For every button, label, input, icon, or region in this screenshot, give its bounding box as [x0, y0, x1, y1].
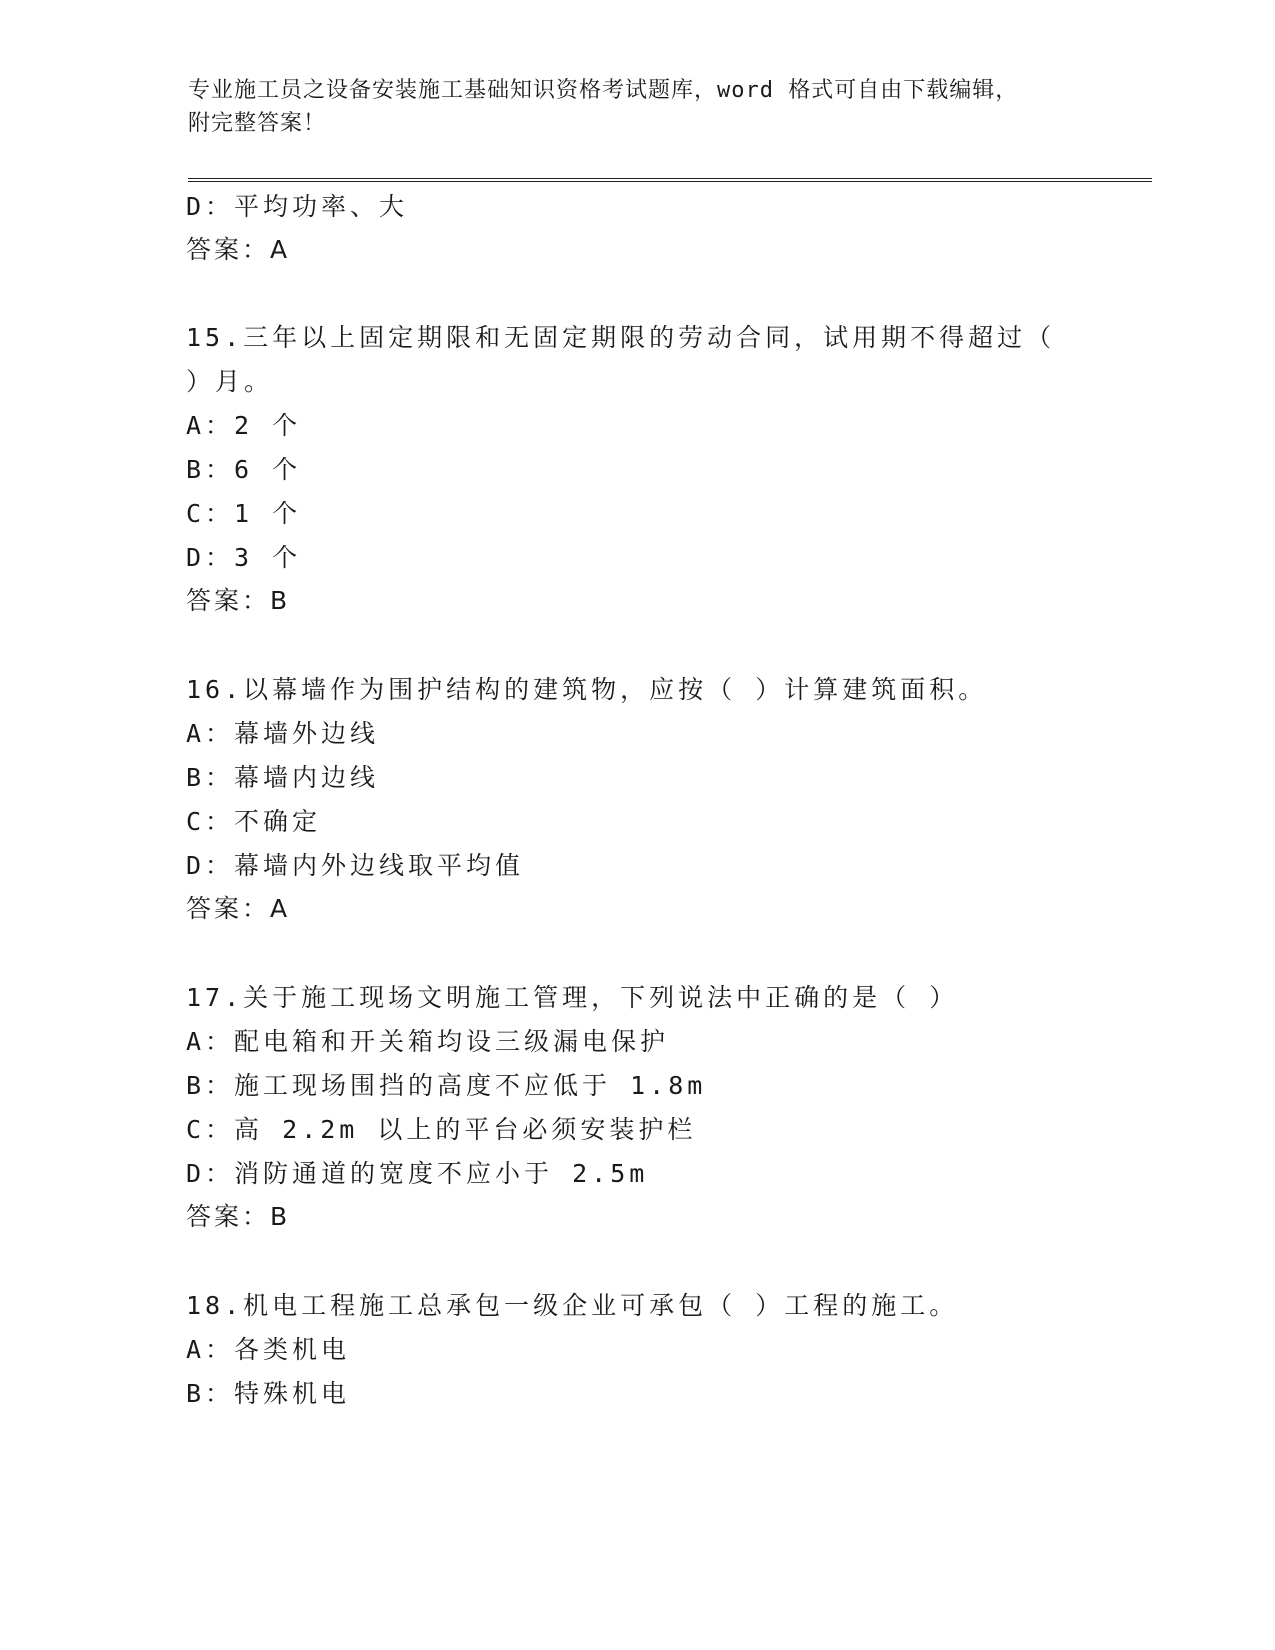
q17-option-b: B：施工现场围挡的高度不应低于 1.8m — [186, 1071, 707, 1100]
q16-stem: 16.以幕墙作为围护结构的建筑物，应按（ ）计算建筑面积。 — [186, 675, 988, 704]
q15-stem-line-1: 15.三年以上固定期限和无固定期限的劳动合同，试用期不得超过（ — [186, 323, 1056, 352]
q18-option-b: B：特殊机电 — [186, 1379, 351, 1408]
prev-answer: 答案：A — [186, 235, 291, 264]
q18-option-a: A：各类机电 — [186, 1335, 351, 1364]
q15-stem-line-2: ）月。 — [186, 367, 274, 396]
q17-answer: 答案：B — [186, 1202, 291, 1231]
q17-stem: 17.关于施工现场文明施工管理，下列说法中正确的是（ ） — [186, 983, 959, 1012]
q15-option-d: D：3 个 — [186, 543, 302, 572]
q15-answer: 答案：B — [186, 586, 291, 615]
document-header — [188, 74, 1088, 140]
q15-option-c: C：1 个 — [186, 499, 302, 528]
prev-option-d: D：平均功率、大 — [186, 192, 409, 221]
q16-option-d: D：幕墙内外边线取平均值 — [186, 851, 525, 880]
q16-option-b: B：幕墙内边线 — [186, 763, 380, 792]
header-line-2: 附完整答案！ — [188, 111, 327, 136]
header-line-1: 专业施工员之设备安装施工基础知识资格考试题库，word 格式可自由下载编辑， — [188, 78, 1019, 103]
header-divider — [188, 178, 1152, 182]
q16-answer: 答案：A — [186, 894, 291, 923]
q16-option-a: A：幕墙外边线 — [186, 719, 380, 748]
q15-option-b: B：6 个 — [186, 455, 302, 484]
q15-option-a: A：2 个 — [186, 411, 302, 440]
q17-option-a: A：配电箱和开关箱均设三级漏电保护 — [186, 1027, 670, 1056]
q18-stem: 18.机电工程施工总承包一级企业可承包（ ）工程的施工。 — [186, 1291, 959, 1320]
q17-option-c: C：高 2.2m 以上的平台必须安装护栏 — [186, 1115, 697, 1144]
q16-option-c: C：不确定 — [186, 807, 322, 836]
q17-option-d: D：消防通道的宽度不应小于 2.5m — [186, 1159, 649, 1188]
